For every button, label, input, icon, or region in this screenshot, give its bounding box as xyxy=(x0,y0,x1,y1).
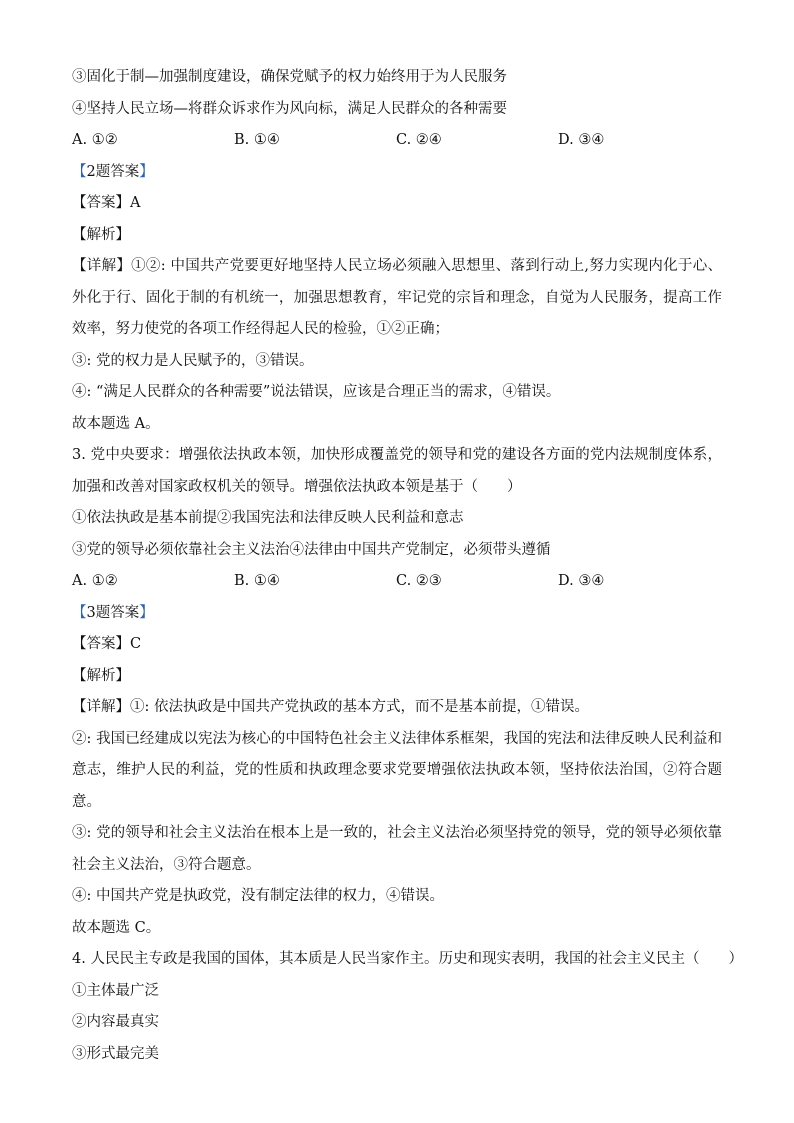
q2-answer-header-close: 】 xyxy=(139,163,154,180)
q3-detail-1: 【详解】①: 依法执政是中国共产党执政的基本方式，而不是基本前提，①错误。 xyxy=(72,699,589,715)
q3-conclusion: 故本题选 C。 xyxy=(72,919,161,936)
q3-option-items-3-4: ③党的领导必须依靠社会主义法治④法律由中国共产党制定，必须带头遵循 xyxy=(72,541,551,558)
q2-choice-d: D. ③④ xyxy=(558,132,605,148)
q2-detail-1: 【详解】①②: 中国共产党要更好地坚持人民立场必须融入思想里、落到行动上,努力实现内化于心、外化于行、固化于制的有机统一，加强思想教育，牢记党的宗旨和理念，自觉为人民服务，提高工作效率，努力使党的各项工作经得起人民的检验，①②正确； xyxy=(72,258,722,337)
q4-stem: 4. 人民民主专政是我国的国体，其本质是人民当家作主。历史和现实表明，我国的社会主义民主（ ） xyxy=(72,951,743,967)
q3-detail-3: ③: 党的领导和社会主义法治在根本上是一致的，社会主义法治必须坚持党的领导，党的领导必须依靠社会主义法治，③符合题意。 xyxy=(72,825,722,873)
q2-answer-header-open: 【 xyxy=(72,163,87,180)
q3-stem: 3. 党中央要求：增强依法执政本领，加快形成覆盖党的领导和党的建设各方面的党内法规制度体系，加强和改善对国家政权机关的领导。增强依法执政本领是基于（ ） xyxy=(72,447,722,495)
q2-answer-header xyxy=(72,157,722,189)
q2-option-item-4: ④坚持人民立场—将群众诉求作为风向标，满足人民群众的各种需要 xyxy=(72,100,507,117)
q3-analysis-label: 【解析】 xyxy=(72,667,130,684)
q2-choice-a: A. ①② xyxy=(72,132,118,148)
q3-choice-a: A. ①② xyxy=(72,573,118,589)
q2-detail-2: ③: 党的权力是人民赋予的，③错误。 xyxy=(72,352,314,369)
q4-option-item-2: ②内容最真实 xyxy=(72,1014,159,1030)
q2-detail-3: ④: “满足人民群众的各种需要”说法错误，应该是合理正当的需求，④错误。 xyxy=(72,384,561,400)
q2-answer-header-text: 2题答案 xyxy=(86,163,140,180)
q3-answer: 【答案】C xyxy=(72,636,142,652)
q3-choice-b: B. ①④ xyxy=(234,573,280,589)
q3-answer-header xyxy=(72,598,722,630)
q3-choice-c: C. ②③ xyxy=(396,573,442,589)
q3-choice-d: D. ③④ xyxy=(558,573,605,589)
q2-option-item-3: ③固化于制—加强制度建设，确保党赋予的权力始终用于为人民服务 xyxy=(72,69,507,85)
q3-answer-header-close: 】 xyxy=(139,604,154,621)
document-page xyxy=(72,62,743,1070)
q2-choices xyxy=(72,125,722,157)
q2-choice-b: B. ①④ xyxy=(234,132,280,148)
q2-conclusion: 故本题选 A。 xyxy=(72,415,160,432)
q2-answer: 【答案】A xyxy=(72,195,141,211)
q2-choice-c: C. ②④ xyxy=(396,132,442,148)
q4-option-item-1: ①主体最广泛 xyxy=(72,982,159,999)
q3-detail-4: ④: 中国共产党是执政党，没有制定法律的权力，④错误。 xyxy=(72,888,444,904)
q3-answer-header-text: 3题答案 xyxy=(86,604,140,621)
q3-answer-header-open: 【 xyxy=(72,604,87,621)
q3-detail-2: ②: 我国已经建成以宪法为核心的中国特色社会主义法律体系框架，我国的宪法和法律反映人民利益和意志，维护人民的利益，党的性质和执政理念要求党要增强依法执政本领，坚持依法治国，②符合题意。 xyxy=(72,730,722,810)
q4-option-item-3: ③形式最完美 xyxy=(72,1045,159,1062)
q3-option-items-1-2: ①依法执政是基本前提②我国宪法和法律反映人民利益和意志 xyxy=(72,510,464,526)
q2-analysis-label: 【解析】 xyxy=(72,226,130,243)
q3-choices xyxy=(72,566,722,598)
